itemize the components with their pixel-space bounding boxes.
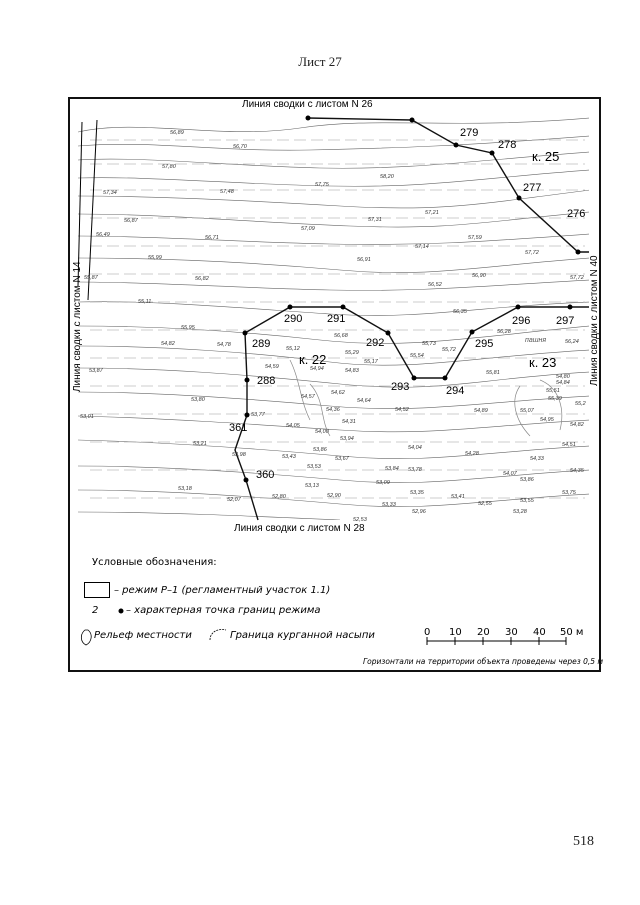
svg-text:56,90: 56,90 — [472, 273, 486, 279]
svg-text:56,89: 56,89 — [170, 130, 184, 136]
scale-label-50: 50 м — [560, 627, 584, 638]
scale-label-20: 20 — [477, 627, 490, 638]
svg-text:288: 288 — [257, 375, 276, 387]
svg-text:53,41: 53,41 — [451, 494, 465, 500]
scale-label-30: 30 — [505, 627, 518, 638]
svg-text:52,80: 52,80 — [272, 494, 286, 500]
legend-relief-icon — [81, 630, 91, 645]
svg-text:54,59: 54,59 — [265, 364, 279, 370]
svg-text:293: 293 — [391, 381, 410, 393]
svg-text:294: 294 — [446, 385, 465, 397]
svg-text:276: 276 — [567, 208, 586, 220]
page-number: 518 — [573, 834, 594, 849]
svg-text:54,82: 54,82 — [570, 422, 584, 428]
legend-title: Условные обозначения: — [92, 557, 217, 568]
svg-text:52,96: 52,96 — [412, 509, 426, 515]
svg-text:57,14: 57,14 — [415, 244, 429, 250]
svg-text:53,28: 53,28 — [513, 509, 527, 515]
svg-text:55,81: 55,81 — [486, 370, 500, 376]
svg-text:55,95: 55,95 — [181, 325, 195, 331]
label-left: Линия сводки с листом N 14 — [72, 261, 83, 392]
svg-text:54,95: 54,95 — [540, 417, 554, 423]
svg-text:53,43: 53,43 — [282, 454, 296, 460]
svg-text:291: 291 — [327, 313, 346, 325]
scale-label-0: 0 — [424, 627, 431, 638]
svg-text:53,75: 53,75 — [562, 490, 576, 496]
svg-text:53,78: 53,78 — [408, 467, 422, 473]
svg-text:54,82: 54,82 — [161, 341, 175, 347]
kurgan-25: к. 25 — [532, 149, 560, 164]
svg-text:57,80: 57,80 — [162, 164, 176, 170]
svg-text:53,67: 53,67 — [335, 456, 349, 462]
svg-text:54,94: 54,94 — [310, 366, 324, 372]
svg-text:279: 279 — [460, 127, 479, 139]
svg-text:295: 295 — [475, 338, 494, 350]
svg-text:57,59: 57,59 — [468, 235, 482, 241]
svg-text:53,09: 53,09 — [376, 480, 390, 486]
svg-text:57,72: 57,72 — [570, 275, 584, 281]
svg-text:54,51: 54,51 — [562, 442, 576, 448]
svg-text:56,91: 56,91 — [357, 257, 371, 263]
elevation-labels — [80, 130, 586, 523]
svg-text:54,31: 54,31 — [342, 419, 356, 425]
svg-text:53,87: 53,87 — [89, 368, 103, 374]
svg-text:53,53: 53,53 — [307, 464, 321, 470]
svg-text:54,36: 54,36 — [326, 407, 340, 413]
svg-text:57,34: 57,34 — [103, 190, 117, 196]
svg-text:54,64: 54,64 — [357, 398, 371, 404]
svg-text:53,35: 53,35 — [410, 490, 424, 496]
svg-text:53,86: 53,86 — [313, 447, 327, 453]
svg-text:56,71: 56,71 — [205, 235, 219, 241]
svg-text:55,12: 55,12 — [286, 346, 300, 352]
svg-text:58,20: 58,20 — [380, 174, 394, 180]
svg-text:290: 290 — [284, 313, 303, 325]
svg-text:56,82: 56,82 — [195, 276, 209, 282]
svg-text:57,09: 57,09 — [301, 226, 315, 232]
svg-text:296: 296 — [512, 315, 531, 327]
svg-text:55,11: 55,11 — [138, 299, 152, 305]
legend-relief-text: Рельеф местности — [94, 630, 192, 641]
svg-text:54,62: 54,62 — [331, 390, 345, 396]
legend-point-text: – характерная точка границ режима — [126, 605, 321, 616]
scale-label-40: 40 — [533, 627, 546, 638]
label-right: Линия сводки с листом N 40 — [589, 255, 600, 386]
svg-text:53,21: 53,21 — [193, 441, 207, 447]
svg-text:289: 289 — [252, 338, 271, 350]
svg-text:53,98: 53,98 — [232, 452, 246, 458]
svg-text:278: 278 — [498, 139, 517, 151]
svg-text:54,89: 54,89 — [474, 408, 488, 414]
svg-text:55,99: 55,99 — [148, 255, 162, 261]
svg-text:55,29: 55,29 — [345, 350, 359, 356]
svg-text:54,52: 54,52 — [395, 407, 409, 413]
svg-text:55,39: 55,39 — [548, 396, 562, 402]
svg-text:53,18: 53,18 — [178, 486, 192, 492]
contour-note: Горизонтали на территории объекта проведены через 0,5 м — [363, 657, 604, 666]
svg-text:292: 292 — [366, 337, 385, 349]
svg-text:57,48: 57,48 — [220, 189, 234, 195]
svg-text:54,84: 54,84 — [556, 380, 570, 386]
point-numbers — [229, 127, 585, 481]
svg-text:52,55: 52,55 — [478, 501, 492, 507]
svg-text:55,2: 55,2 — [575, 401, 586, 407]
legend-point-prefix: 2 — [92, 605, 99, 616]
svg-text:54,35: 54,35 — [570, 468, 584, 474]
svg-text:57,72: 57,72 — [525, 250, 539, 256]
svg-text:54,00: 54,00 — [315, 429, 329, 435]
svg-text:277: 277 — [523, 182, 542, 194]
legend-mound-text: Граница курганной насыпи — [230, 630, 375, 641]
label-top: Линия сводки с листом N 26 — [242, 99, 373, 110]
svg-text:54,57: 54,57 — [301, 394, 315, 400]
svg-text:56,70: 56,70 — [233, 144, 247, 150]
svg-text:53,33: 53,33 — [382, 502, 396, 508]
svg-text:55,72: 55,72 — [442, 347, 456, 353]
svg-text:360: 360 — [256, 469, 275, 481]
svg-text:55,73: 55,73 — [422, 341, 436, 347]
svg-text:55,87: 55,87 — [84, 275, 98, 281]
legend-point-marker — [119, 609, 123, 613]
svg-text:53,80: 53,80 — [191, 397, 205, 403]
mound-boundaries — [290, 360, 562, 436]
svg-text:55,54: 55,54 — [410, 353, 424, 359]
svg-text:297: 297 — [556, 315, 575, 327]
svg-text:53,86: 53,86 — [520, 477, 534, 483]
svg-text:54,83: 54,83 — [345, 368, 359, 374]
svg-text:53,94: 53,94 — [340, 436, 354, 442]
svg-text:55,17: 55,17 — [364, 359, 378, 365]
svg-text:57,75: 57,75 — [315, 182, 329, 188]
svg-text:56,49: 56,49 — [96, 232, 110, 238]
svg-text:53,55: 53,55 — [520, 498, 534, 504]
svg-text:54,80: 54,80 — [556, 374, 570, 380]
svg-text:53,84: 53,84 — [385, 466, 399, 472]
svg-text:56,28: 56,28 — [497, 329, 511, 335]
svg-text:54,78: 54,78 — [217, 342, 231, 348]
svg-text:53,13: 53,13 — [305, 483, 319, 489]
svg-text:57,31: 57,31 — [368, 217, 382, 223]
svg-text:55,07: 55,07 — [520, 408, 534, 414]
pashnya-tag: пашня — [525, 337, 547, 344]
svg-text:361: 361 — [229, 422, 248, 434]
svg-text:54,05: 54,05 — [286, 423, 300, 429]
svg-text:54,33: 54,33 — [530, 456, 544, 462]
label-bottom: Линия сводки с листом N 28 — [234, 523, 365, 534]
svg-text:56,87: 56,87 — [124, 218, 138, 224]
svg-text:53,77: 53,77 — [251, 412, 265, 418]
svg-text:57,21: 57,21 — [425, 210, 439, 216]
svg-text:53,01: 53,01 — [80, 414, 94, 420]
svg-text:56,35: 56,35 — [453, 309, 467, 315]
svg-text:56,52: 56,52 — [428, 282, 442, 288]
legend-regime-text: – режим Р–1 (регламентный участок 1.1) — [114, 585, 331, 596]
kurgan-23: к. 23 — [529, 355, 557, 370]
svg-text:56,68: 56,68 — [334, 333, 348, 339]
svg-text:54,28: 54,28 — [465, 451, 479, 457]
legend-regime-box — [84, 582, 110, 598]
svg-text:52,53: 52,53 — [353, 517, 367, 523]
legend-mound-icon — [210, 629, 226, 640]
svg-text:55,51: 55,51 — [546, 388, 560, 394]
svg-text:54,07: 54,07 — [503, 471, 517, 477]
sheet-title: Лист 27 — [298, 54, 342, 69]
scale-label-10: 10 — [449, 627, 462, 638]
svg-text:56,24: 56,24 — [565, 339, 579, 345]
kurgan-22: к. 22 — [299, 352, 327, 367]
svg-text:52,90: 52,90 — [327, 493, 341, 499]
svg-text:54,04: 54,04 — [408, 445, 422, 451]
svg-text:52,07: 52,07 — [227, 497, 241, 503]
